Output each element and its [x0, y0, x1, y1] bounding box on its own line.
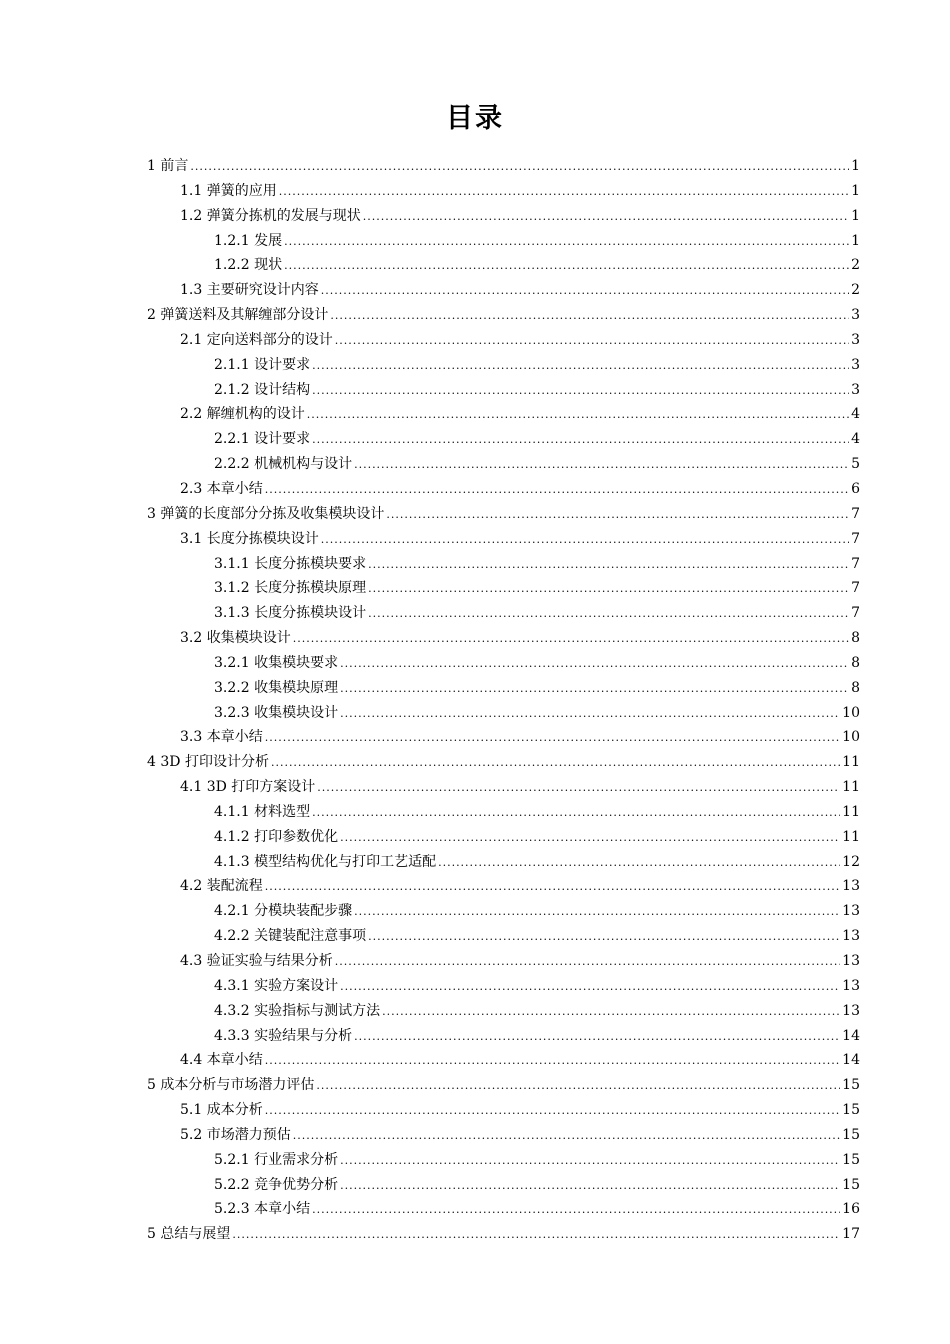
toc-page-number: 15 [842, 1176, 860, 1193]
toc-page-number: 14 [842, 1027, 860, 1044]
toc-entry-label: 3.1.3 长度分拣模块设计 [214, 605, 367, 622]
toc-page-number: 13 [842, 953, 860, 969]
toc-dot-leader [232, 1223, 840, 1248]
toc-page-number: 1 [851, 207, 860, 224]
toc-dot-leader [293, 627, 849, 652]
toc-entry[interactable] [147, 353, 860, 378]
toc-entry-label: 2.1.2 设计结构 [214, 381, 311, 398]
toc-entry[interactable] [147, 303, 860, 328]
toc-entry-label: 3.3 本章小结 [180, 729, 263, 746]
toc-entry-label: 5.1 成本分析 [180, 1102, 263, 1119]
toc-entry[interactable] [147, 527, 860, 552]
toc-entry[interactable] [147, 452, 860, 477]
toc-page-number: 7 [851, 605, 860, 622]
toc-dot-leader [363, 205, 849, 230]
toc-entry-label: 4.1 3D 打印方案设计 [180, 779, 316, 796]
table-of-contents [147, 154, 860, 1247]
toc-page-number: 1 [851, 158, 860, 174]
toc-entry[interactable] [147, 502, 860, 527]
toc-entry[interactable] [147, 949, 860, 974]
toc-entry-label: 3.2.2 收集模块原理 [214, 679, 339, 696]
toc-dot-leader [317, 776, 840, 801]
toc-entry[interactable] [147, 825, 860, 850]
toc-dot-leader [340, 1149, 840, 1174]
toc-page-number: 8 [851, 654, 860, 671]
toc-dot-leader [340, 677, 849, 702]
toc-page-number: 11 [842, 803, 860, 820]
toc-entry-label: 3.2.1 收集模块要求 [214, 654, 339, 671]
toc-dot-leader [321, 528, 849, 553]
toc-page-number: 17 [842, 1226, 860, 1243]
toc-entry[interactable] [147, 1148, 860, 1173]
toc-entry[interactable] [147, 850, 860, 875]
toc-entry-label: 4 3D 打印设计分析 [147, 754, 269, 771]
toc-entry[interactable] [147, 179, 860, 204]
toc-entry[interactable] [147, 1098, 860, 1123]
toc-entry[interactable] [147, 924, 860, 949]
toc-entry-label: 3.1 长度分拣模块设计 [180, 530, 319, 547]
toc-entry[interactable] [147, 1173, 860, 1198]
toc-entry-label: 5 成本分析与市场潜力评估 [147, 1077, 315, 1094]
toc-entry-label: 5.2.3 本章小结 [214, 1201, 311, 1218]
toc-dot-leader [312, 379, 849, 404]
toc-page-number: 12 [842, 853, 860, 870]
toc-entry[interactable] [147, 278, 860, 303]
toc-entry[interactable] [147, 576, 860, 601]
toc-entry[interactable] [147, 253, 860, 278]
toc-entry-label: 3.2.3 收集模块设计 [214, 704, 339, 721]
toc-dot-leader [265, 478, 849, 503]
toc-page-number: 5 [851, 456, 860, 473]
toc-dot-leader [386, 503, 849, 528]
toc-dot-leader [335, 950, 840, 975]
toc-entry-label: 2.3 本章小结 [180, 480, 263, 497]
toc-dot-leader [312, 801, 840, 826]
toc-entry[interactable] [147, 378, 860, 403]
toc-entry[interactable] [147, 1048, 860, 1073]
toc-entry-label: 5 总结与展望 [147, 1226, 231, 1243]
toc-entry[interactable] [147, 775, 860, 800]
toc-entry[interactable] [147, 1073, 860, 1098]
toc-entry-label: 1.2 弹簧分拣机的发展与现状 [180, 207, 361, 224]
toc-page-number: 7 [851, 555, 860, 572]
toc-entry[interactable] [147, 204, 860, 229]
toc-entry-label: 5.2.2 竞争优势分析 [214, 1176, 339, 1193]
toc-entry-label: 4.3.3 实验结果与分析 [214, 1027, 353, 1044]
toc-dot-leader [340, 826, 840, 851]
toc-page-number: 15 [842, 1126, 860, 1143]
toc-page-number: 10 [842, 704, 860, 721]
toc-page-number: 13 [842, 903, 860, 920]
toc-dot-leader [190, 155, 849, 180]
toc-entry-label: 2.2.2 机械机构与设计 [214, 456, 353, 473]
toc-entry-label: 2.1.1 设计要求 [214, 356, 311, 373]
toc-entry[interactable] [147, 676, 860, 701]
toc-page-number: 15 [842, 1151, 860, 1168]
toc-dot-leader [265, 726, 840, 751]
toc-entry-label: 4.1.2 打印参数优化 [214, 828, 339, 845]
toc-page-number: 7 [851, 505, 860, 522]
toc-entry[interactable] [147, 800, 860, 825]
toc-entry-label: 1.3 主要研究设计内容 [180, 282, 319, 299]
toc-dot-leader [284, 230, 849, 255]
toc-page-number: 4 [851, 431, 860, 448]
toc-page-number: 13 [842, 928, 860, 945]
toc-entry-label: 4.2.1 分模块装配步骤 [214, 903, 353, 920]
toc-entry-label: 2 弹簧送料及其解缠部分设计 [147, 307, 329, 324]
toc-page-number: 15 [842, 1077, 860, 1094]
toc-entry[interactable] [147, 402, 860, 427]
toc-page-number: 13 [842, 878, 860, 895]
toc-dot-leader [293, 1124, 840, 1149]
toc-entry-label: 4.2 装配流程 [180, 878, 263, 895]
toc-entry[interactable] [147, 626, 860, 651]
toc-page-number: 3 [851, 307, 860, 324]
toc-page-number: 7 [851, 530, 860, 547]
toc-page-number: 7 [851, 580, 860, 597]
toc-page-number: 1 [851, 182, 860, 199]
toc-entry[interactable] [147, 999, 860, 1024]
toc-dot-leader [354, 1025, 840, 1050]
toc-page-number: 6 [851, 480, 860, 497]
toc-dot-leader [368, 602, 849, 627]
toc-page-number: 3 [851, 381, 860, 398]
toc-entry-label: 3.1.1 长度分拣模块要求 [214, 555, 367, 572]
toc-dot-leader [307, 403, 849, 428]
toc-dot-leader [340, 652, 849, 677]
toc-dot-leader [368, 553, 849, 578]
toc-page-number: 11 [842, 754, 860, 771]
toc-entry[interactable] [147, 552, 860, 577]
toc-dot-leader [340, 702, 840, 727]
toc-dot-leader [271, 751, 840, 776]
toc-entry[interactable] [147, 651, 860, 676]
toc-page-number: 15 [842, 1102, 860, 1119]
toc-page-number: 8 [851, 679, 860, 696]
toc-entry[interactable] [147, 601, 860, 626]
toc-dot-leader [279, 180, 849, 205]
toc-dot-leader [312, 428, 849, 453]
toc-dot-leader [368, 925, 840, 950]
toc-entry[interactable] [147, 874, 860, 899]
toc-dot-leader [330, 304, 849, 329]
toc-page-number: 13 [842, 977, 860, 994]
toc-entry-label: 2.2.1 设计要求 [214, 431, 311, 448]
toc-entry-label: 1 前言 [147, 158, 189, 174]
toc-entry-label: 1.2.1 发展 [214, 232, 283, 249]
toc-page-number: 8 [851, 630, 860, 647]
toc-entry[interactable] [147, 1024, 860, 1049]
toc-entry-label: 2.2 解缠机构的设计 [180, 406, 305, 423]
toc-page-number: 10 [842, 729, 860, 746]
toc-dot-leader [340, 975, 840, 1000]
toc-entry[interactable] [147, 154, 860, 179]
toc-entry[interactable] [147, 1222, 860, 1247]
toc-entry[interactable] [147, 701, 860, 726]
toc-entry-label: 4.1.1 材料选型 [214, 803, 311, 820]
toc-page-number: 2 [851, 257, 860, 274]
toc-dot-leader [368, 577, 849, 602]
toc-entry-label: 4.3.2 实验指标与测试方法 [214, 1002, 381, 1019]
toc-entry-label: 4.1.3 模型结构优化与打印工艺适配 [214, 853, 437, 870]
toc-dot-leader [265, 1099, 840, 1124]
toc-entry-label: 1.2.2 现状 [214, 257, 283, 274]
toc-dot-leader [335, 329, 849, 354]
toc-dot-leader [321, 279, 849, 304]
toc-dot-leader [340, 1174, 840, 1199]
toc-entry[interactable] [147, 1123, 860, 1148]
toc-entry-label: 2.1 定向送料部分的设计 [180, 331, 333, 348]
toc-dot-leader [284, 254, 849, 279]
toc-dot-leader [354, 900, 840, 925]
toc-entry-label: 5.2 市场潜力预估 [180, 1126, 291, 1143]
toc-entry-label: 1.1 弹簧的应用 [180, 182, 277, 199]
toc-dot-leader [316, 1074, 840, 1099]
toc-dot-leader [312, 354, 849, 379]
toc-page-number: 1 [851, 232, 860, 249]
toc-dot-leader [265, 875, 840, 900]
toc-entry-label: 3.2 收集模块设计 [180, 630, 291, 647]
toc-entry-label: 5.2.1 行业需求分析 [214, 1151, 339, 1168]
toc-entry-label: 4.2.2 关键装配注意事项 [214, 928, 367, 945]
toc-dot-leader [265, 1049, 840, 1074]
toc-entry[interactable] [147, 229, 860, 254]
toc-page-number: 14 [842, 1052, 860, 1069]
toc-entry[interactable] [147, 427, 860, 452]
toc-entry[interactable] [147, 750, 860, 775]
toc-entry-label: 3 弹簧的长度部分分拣及收集模块设计 [147, 505, 385, 522]
toc-title: 目录 [446, 103, 504, 134]
toc-entry[interactable] [147, 725, 860, 750]
toc-page-number: 13 [842, 1002, 860, 1019]
toc-dot-leader [354, 453, 849, 478]
toc-entry-label: 4.3.1 实验方案设计 [214, 977, 339, 994]
toc-entry[interactable] [147, 1197, 860, 1222]
toc-entry[interactable] [147, 974, 860, 999]
toc-page-number: 3 [851, 356, 860, 373]
toc-entry[interactable] [147, 899, 860, 924]
toc-entry-label: 4.3 验证实验与结果分析 [180, 953, 333, 969]
toc-page-number: 11 [842, 828, 860, 845]
toc-dot-leader [438, 851, 840, 876]
toc-entry[interactable] [147, 328, 860, 353]
toc-page-number: 11 [842, 779, 860, 796]
toc-entry-label: 3.1.2 长度分拣模块原理 [214, 580, 367, 597]
toc-page-number: 2 [851, 282, 860, 299]
toc-page-number: 16 [842, 1201, 860, 1218]
toc-dot-leader [382, 1000, 840, 1025]
toc-dot-leader [312, 1198, 840, 1223]
toc-page-number: 3 [851, 331, 860, 348]
toc-entry[interactable] [147, 477, 860, 502]
toc-entry-label: 4.4 本章小结 [180, 1052, 263, 1069]
toc-page-number: 4 [851, 406, 860, 423]
